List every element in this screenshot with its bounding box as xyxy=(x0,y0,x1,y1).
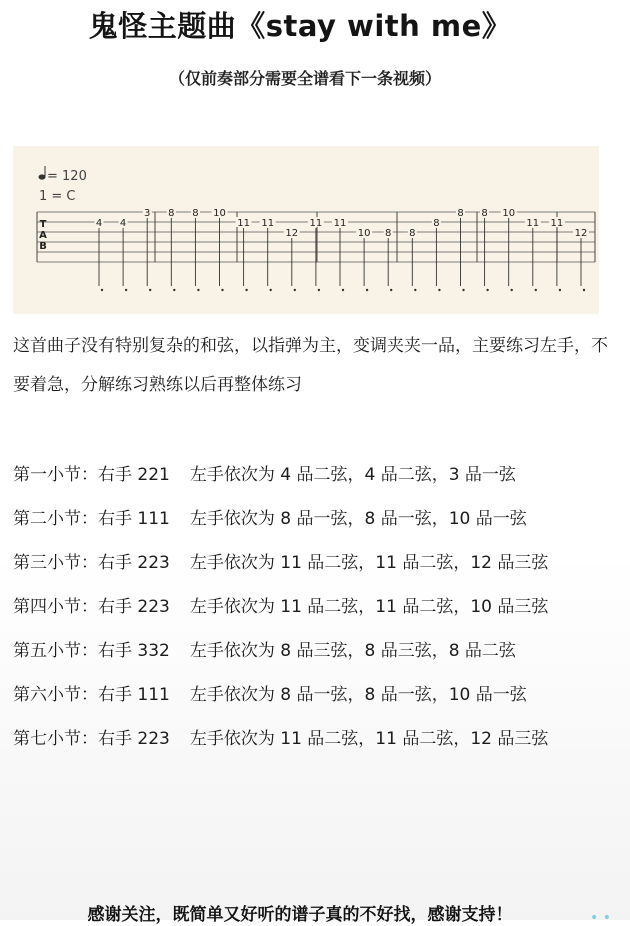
tab-note: 8 xyxy=(168,208,175,219)
tab-note-dot xyxy=(101,289,103,291)
tab-note-dot xyxy=(173,289,175,291)
measure-label: 第五小节：右手 332 xyxy=(13,641,170,661)
tempo-label: = 120 xyxy=(47,169,87,184)
measure-label: 第七小节：右手 223 xyxy=(13,729,170,749)
measure-left-hand: 左手依次为 4 品二弦，4 品二弦，3 品一弦 xyxy=(189,465,516,485)
tab-note: 4 xyxy=(95,218,103,229)
tab-note-dot xyxy=(366,289,368,291)
measure-left-hand: 左手依次为 11 品二弦，11 品二弦，12 品三弦 xyxy=(189,729,549,749)
tab-note: 11 xyxy=(550,218,564,229)
quarter-note-icon xyxy=(39,174,46,179)
tab-note: 8 xyxy=(481,208,488,219)
tab-note-dot xyxy=(486,289,488,291)
tab-note-dot xyxy=(197,289,199,291)
measure-item xyxy=(13,541,613,585)
tab-note-dot xyxy=(149,289,151,291)
tab-note: 8 xyxy=(385,228,392,239)
measure-left-hand: 左手依次为 8 品三弦，8 品三弦，8 品二弦 xyxy=(189,641,516,661)
measure-left-hand: 左手依次为 8 品一弦，8 品一弦，10 品一弦 xyxy=(189,509,527,529)
measure-label: 第一小节：右手 221 xyxy=(13,465,170,485)
tab-note: 10 xyxy=(213,208,226,219)
measure-label: 第二小节：右手 111 xyxy=(13,509,170,529)
tab-note-dot xyxy=(221,289,223,291)
tab-note: 11 xyxy=(237,218,250,229)
tab-note-dot xyxy=(390,289,392,291)
tab-note: 8 xyxy=(457,208,464,219)
tab-note: 11 xyxy=(261,218,275,229)
tab-clef-letter: B xyxy=(39,241,47,252)
tab-note: 8 xyxy=(192,208,199,219)
tab-notes xyxy=(95,207,590,291)
tab-note: 10 xyxy=(502,208,516,219)
measure-item xyxy=(13,673,613,717)
tab-note: 8 xyxy=(409,228,416,239)
tab-note: 11 xyxy=(309,218,323,229)
measure-item xyxy=(13,453,613,497)
measure-left-hand: 左手依次为 8 品一弦，8 品一弦，10 品一弦 xyxy=(189,685,527,705)
tab-note: 4 xyxy=(119,218,127,229)
tab-note-dot xyxy=(294,289,296,291)
tab-staff xyxy=(13,146,599,314)
tab-note-dot xyxy=(342,289,344,291)
page-title: 鬼怪主题曲《stay with me》 xyxy=(88,9,512,43)
tab-note: 11 xyxy=(526,218,540,229)
tab-note-dot xyxy=(511,289,513,291)
tab-note-dot xyxy=(270,289,272,291)
guitar-tab-image xyxy=(13,146,599,314)
tab-note-dot xyxy=(125,289,127,291)
measure-left-hand: 左手依次为 11 品二弦，11 品二弦，12 品三弦 xyxy=(189,553,549,573)
loading-dots-icon: • • xyxy=(590,910,611,926)
tab-note: 8 xyxy=(433,218,440,229)
intro-paragraph: 这首曲子没有特别复杂的和弦，以指弹为主，变调夹夹一品，主要练习左手，不要着急，分解练习熟练以后再整体练习 xyxy=(13,336,608,395)
tab-clef-letter: T xyxy=(39,219,47,230)
measure-list xyxy=(13,453,613,761)
measure-item xyxy=(13,585,613,629)
tab-note-dot xyxy=(438,289,440,291)
tab-clef-letter: A xyxy=(39,230,47,241)
measure-left-hand: 左手依次为 11 品二弦，11 品二弦，10 品三弦 xyxy=(189,597,549,617)
tab-note-dot xyxy=(462,289,464,291)
tab-note-dot xyxy=(535,289,537,291)
measure-item xyxy=(13,717,613,761)
measure-item xyxy=(13,497,613,541)
tab-note: 12 xyxy=(285,228,299,239)
measure-label: 第三小节：右手 223 xyxy=(13,553,170,573)
tab-clef xyxy=(39,219,47,252)
tab-note-dot xyxy=(414,289,416,291)
tab-note-dot xyxy=(245,289,247,291)
tab-note: 11 xyxy=(333,218,347,229)
footer-thanks: 感谢关注，既简单又好听的谱子真的不好找，感谢支持！ xyxy=(87,905,513,925)
tab-note: 10 xyxy=(357,228,371,239)
tab-note-dot xyxy=(583,289,585,291)
page-subtitle: （仅前奏部分需要全谱看下一条视频） xyxy=(168,69,441,88)
measure-label: 第六小节：右手 111 xyxy=(13,685,170,705)
measure-item xyxy=(13,629,613,673)
tab-note: 12 xyxy=(574,228,588,239)
tab-note-dot xyxy=(318,289,320,291)
measure-label: 第四小节：右手 223 xyxy=(13,597,170,617)
tab-note: 3 xyxy=(144,208,151,219)
key-label: 1 = C xyxy=(39,189,76,204)
tab-note-dot xyxy=(559,289,561,291)
